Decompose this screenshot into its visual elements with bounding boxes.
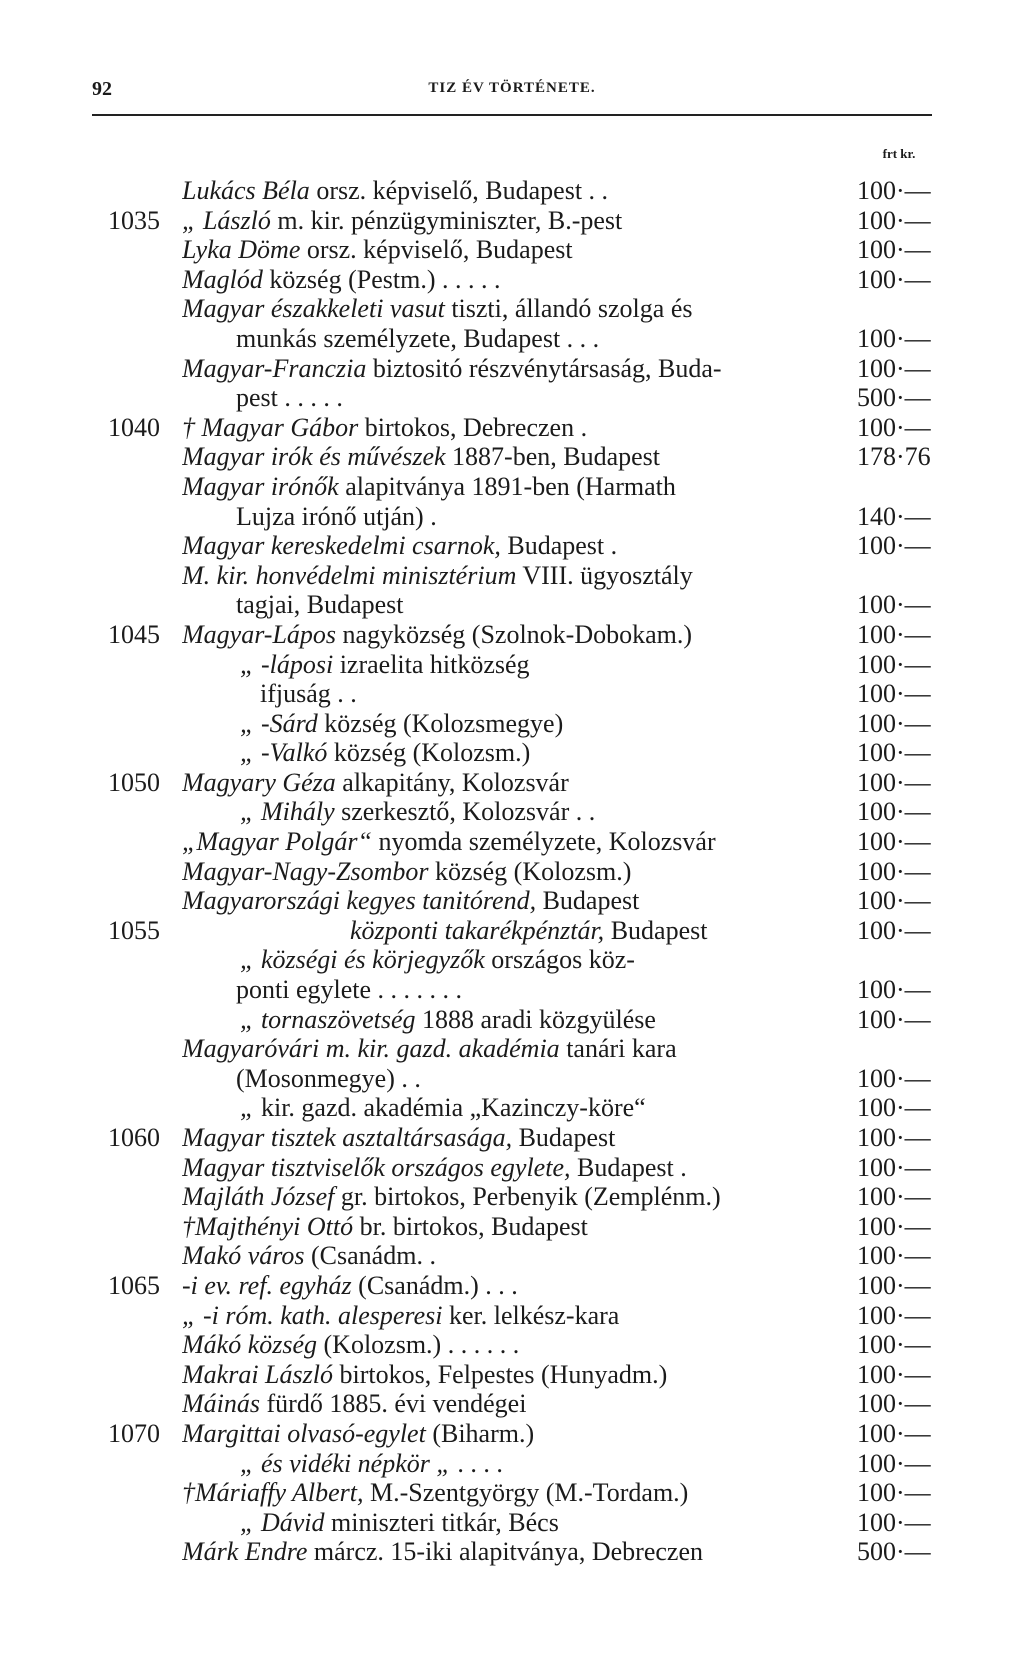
- entry-name: Mákó község: [182, 1330, 318, 1360]
- list-item: [0, 1537, 1024, 1567]
- entry-amount: 100·—: [857, 1359, 931, 1389]
- entry-text: [182, 1123, 839, 1153]
- entry-text: [240, 1093, 839, 1123]
- entry-description: (Csanádm. .: [304, 1241, 436, 1271]
- entry-amount: 100·—: [857, 1389, 931, 1419]
- list-item: [0, 1212, 1024, 1242]
- entry-amount: 100·—: [857, 176, 931, 205]
- entry-text: [182, 620, 839, 650]
- entry-description: (Mosonmegye) . .: [236, 1063, 421, 1093]
- entry-number: 1065: [108, 1270, 160, 1300]
- entry-number: 1055: [108, 915, 160, 945]
- list-item: [0, 294, 1024, 324]
- entry-description: község (Kolozsm.): [327, 738, 531, 768]
- entry-description: Budapest .: [570, 1152, 687, 1182]
- entry-name: Magyarországi kegyes tanitórend,: [182, 886, 537, 916]
- entry-description: . . . .: [450, 1448, 503, 1478]
- entry-text: [236, 502, 839, 532]
- entry-description: alkapitány, Kolozsvár: [335, 767, 569, 797]
- entry-name: „ -Valkó: [240, 738, 328, 768]
- entry-description: (Biharm.): [425, 1418, 535, 1448]
- entry-text: [236, 1064, 839, 1094]
- entry-description: Budapest .: [500, 531, 618, 561]
- list-item: [0, 1389, 1024, 1419]
- entry-text: [240, 709, 839, 739]
- list-item: [0, 561, 1024, 591]
- list-item: [0, 383, 1024, 413]
- entry-name: -i ev. ref. egyház: [182, 1270, 352, 1300]
- entry-amount: 100·—: [857, 679, 931, 709]
- entry-name: †Máriaffy Albert,: [182, 1478, 364, 1508]
- entry-description: munkás személyzete, Budapest . . .: [236, 323, 600, 353]
- entry-description: ker. lelkész-kara: [442, 1300, 620, 1330]
- entry-text: [182, 1537, 839, 1567]
- entry-name: M. kir. honvédelmi minisztérium: [182, 560, 517, 590]
- entry-description: gr. birtokos, Perbenyik (Zemplénm.): [334, 1182, 721, 1212]
- entry-name: Magyaróvári m. kir. gazd. akadémia: [182, 1034, 560, 1064]
- list-item: [0, 768, 1024, 798]
- list-item: [0, 975, 1024, 1005]
- entry-text: [182, 1301, 839, 1331]
- entry-name: Makó város: [182, 1241, 305, 1271]
- entry-text: [182, 354, 839, 384]
- entry-text: [240, 797, 839, 827]
- entry-text: [240, 945, 839, 975]
- entry-text: [350, 916, 839, 946]
- entry-text: [236, 324, 839, 354]
- entry-description: Budapest: [512, 1123, 616, 1152]
- entry-amount: 100·—: [857, 1300, 931, 1330]
- entry-description: fürdő 1885. évi vendégei: [260, 1389, 527, 1419]
- entry-text: [182, 1241, 839, 1271]
- entry-text: [240, 650, 839, 680]
- entry-amount: 100·—: [857, 412, 931, 442]
- entry-text: [182, 1478, 839, 1508]
- entry-name: Márk Endre: [182, 1537, 308, 1567]
- entry-amount: 500·—: [857, 1537, 931, 1567]
- entry-number: 1060: [108, 1123, 160, 1152]
- entry-description: nagyközség (Szolnok-Dobokam.): [336, 619, 693, 649]
- entry-name: Lyka Döme: [182, 235, 301, 265]
- entry-amount: 100·—: [857, 1004, 931, 1034]
- entry-amount: 100·—: [857, 353, 931, 383]
- entry-description: alapitványa 1891-ben (Harmath: [338, 471, 676, 501]
- list-item: [0, 442, 1024, 472]
- entry-description: pest . . . . .: [236, 383, 343, 413]
- entry-name: „ -i róm. kath. alesperesi: [182, 1300, 443, 1330]
- entry-amount: 100·—: [857, 619, 931, 649]
- list-item: [0, 1241, 1024, 1271]
- entry-amount: 100·—: [857, 649, 931, 679]
- entry-amount: 100·—: [857, 886, 931, 916]
- entry-text: [240, 1508, 839, 1538]
- entry-description: birtokos, Felpestes (Hunyadm.): [332, 1359, 668, 1389]
- entry-name: Magyary Géza: [182, 767, 336, 797]
- entry-amount: 100·—: [857, 1418, 931, 1448]
- list-item: [0, 738, 1024, 768]
- list-item: [0, 797, 1024, 827]
- entry-text: [182, 413, 839, 443]
- entry-text: [240, 1449, 839, 1479]
- list-item: [0, 1123, 1024, 1153]
- entry-text: [182, 561, 839, 591]
- entry-text: [182, 206, 839, 236]
- list-item: [0, 235, 1024, 265]
- running-header: [92, 78, 932, 116]
- entry-amount: 100·—: [857, 767, 931, 797]
- list-item: [0, 531, 1024, 561]
- entry-amount: 100·—: [857, 1507, 931, 1537]
- entry-name: „ tornaszövetség: [240, 1004, 416, 1034]
- entry-description: tagjai, Budapest: [236, 590, 404, 620]
- list-item: [0, 1153, 1024, 1183]
- list-item: [0, 620, 1024, 650]
- entry-description: tiszti, állandó szolga és: [444, 294, 693, 324]
- entry-description: (Csanádm.) . . .: [351, 1270, 518, 1300]
- entry-name: Magyar kereskedelmi csarnok,: [182, 531, 501, 561]
- entry-amount: 100·—: [857, 323, 931, 353]
- entry-number: 1050: [108, 767, 160, 797]
- entry-amount: 100·—: [857, 1270, 931, 1300]
- entry-amount: 100·—: [857, 797, 931, 827]
- entry-amount: 100·—: [857, 235, 931, 265]
- entry-amount: 100·—: [857, 1182, 931, 1212]
- entry-description: országos köz-: [484, 945, 635, 975]
- list-item: [0, 176, 1024, 206]
- entry-text: [182, 768, 839, 798]
- entry-amount: 100·—: [857, 1478, 931, 1508]
- entry-description: orsz. képviselő, Budapest . .: [309, 176, 609, 205]
- list-item: [0, 1449, 1024, 1479]
- entry-description: 1888 aradi közgyülése: [415, 1004, 656, 1034]
- entry-amount: 100·—: [857, 915, 931, 945]
- donor-list: [0, 176, 1024, 1567]
- entry-description: miniszteri titkár, Bécs: [324, 1507, 559, 1537]
- entry-text: [182, 176, 839, 206]
- entry-text: [236, 975, 839, 1005]
- list-item: [0, 916, 1024, 946]
- entry-description: m. kir. pénzügyminiszter, B.-pest: [270, 205, 623, 235]
- entry-name: Máinás: [182, 1389, 260, 1419]
- entry-text: [182, 531, 839, 561]
- entry-name: „ -Sárd: [240, 708, 318, 738]
- entry-name: „ Mihály: [240, 797, 335, 827]
- entry-name: Magyar irónők: [182, 471, 339, 501]
- entry-description: (Kolozsm.) . . . . . .: [317, 1330, 520, 1360]
- list-item: [0, 1093, 1024, 1123]
- entry-name: Magyar tisztek asztaltársasága,: [182, 1123, 513, 1152]
- list-item: [0, 354, 1024, 384]
- entry-text: [182, 235, 839, 265]
- entry-text: [236, 383, 839, 413]
- entry-name: Magyar tisztviselők országos egylete,: [182, 1152, 571, 1182]
- entry-name: Maglód: [182, 264, 263, 294]
- list-item: [0, 1330, 1024, 1360]
- entry-amount: 100·—: [857, 738, 931, 768]
- list-item: [0, 1478, 1024, 1508]
- list-item: [0, 945, 1024, 975]
- entry-description: tanári kara: [559, 1034, 677, 1064]
- list-item: [0, 857, 1024, 887]
- entry-description: szerkesztő, Kolozsvár . .: [334, 797, 596, 827]
- entry-description: ifjuság . .: [260, 679, 357, 709]
- entry-description: br. birtokos, Budapest: [353, 1211, 588, 1241]
- entry-amount: 100·—: [857, 1211, 931, 1241]
- list-item: [0, 502, 1024, 532]
- entry-amount: 100·—: [857, 1123, 931, 1152]
- entry-text: [182, 1271, 839, 1301]
- entry-amount: 100·—: [857, 1330, 931, 1360]
- entry-number: 1035: [108, 205, 160, 235]
- entry-description: kir. gazd. akadémia „Kazinczy-köre“: [254, 1093, 646, 1123]
- entry-amount: 100·—: [857, 1063, 931, 1093]
- entry-description: 1887-ben, Budapest: [445, 442, 660, 472]
- list-item: [0, 827, 1024, 857]
- entry-text: [260, 679, 839, 709]
- entry-amount: 100·—: [857, 1152, 931, 1182]
- entry-name: „ Dávid: [240, 1507, 325, 1537]
- entry-description: Budapest: [604, 915, 708, 945]
- entry-amount: 100·—: [857, 1093, 931, 1123]
- entry-text: [182, 1182, 839, 1212]
- list-item: [0, 1271, 1024, 1301]
- entry-text: [182, 472, 839, 502]
- running-title: TIZ ÉV TÖRTÉNETE.: [428, 80, 596, 96]
- entry-amount: 100·—: [857, 1241, 931, 1271]
- entry-text: [236, 590, 839, 620]
- list-item: [0, 1005, 1024, 1035]
- entry-text: [182, 265, 839, 295]
- entry-amount: 100·—: [857, 1448, 931, 1478]
- entry-description: orsz. képviselő, Budapest: [300, 235, 573, 265]
- entry-amount: 100·—: [857, 975, 931, 1005]
- entry-text: [182, 1389, 839, 1419]
- entry-name: központi takarékpénztár,: [350, 915, 605, 945]
- entry-text: [182, 1153, 839, 1183]
- entry-amount: 100·—: [857, 856, 931, 886]
- entry-name: Magyar északkeleti vasut: [182, 294, 445, 324]
- entry-text: [182, 442, 839, 472]
- entry-text: [182, 294, 839, 324]
- entry-description: M.-Szentgyörgy (M.-Tordam.): [363, 1478, 689, 1508]
- entry-description: ponti egylete . . . . . . .: [236, 975, 463, 1005]
- entry-name: Makrai László: [182, 1359, 333, 1389]
- entry-number: 1045: [108, 619, 160, 649]
- entry-name: „ László: [182, 205, 271, 235]
- entry-text: [182, 827, 839, 857]
- entry-description: község (Pestm.) . . . . .: [262, 264, 501, 294]
- entry-name: † Magyar Gábor: [182, 412, 359, 442]
- list-item: [0, 1360, 1024, 1390]
- list-item: [0, 1034, 1024, 1064]
- entry-name: Magyar irók és művészek: [182, 442, 446, 472]
- entry-name: Magyar-Nagy-Zsombor: [182, 856, 429, 886]
- list-item: [0, 1064, 1024, 1094]
- entry-name: †Majthényi Ottó: [182, 1211, 354, 1241]
- entry-description: község (Kolozsmegye): [317, 708, 564, 738]
- entry-description: nyomda személyzete, Kolozsvár: [371, 827, 716, 857]
- entry-name: „ -láposi: [240, 649, 334, 679]
- entry-amount: 100·—: [857, 531, 931, 561]
- entry-name: Magyar-Franczia: [182, 353, 367, 383]
- entry-name: Lukács Béla: [182, 176, 310, 205]
- entry-text: [240, 1005, 839, 1035]
- entry-description: község (Kolozsm.): [428, 856, 632, 886]
- entry-text: [182, 1330, 839, 1360]
- entry-amount: 100·—: [857, 205, 931, 235]
- entry-description: VIII. ügyosztály: [516, 560, 693, 590]
- entry-amount: 140·—: [857, 501, 931, 531]
- entry-description: biztositó részvénytársaság, Buda-: [366, 353, 722, 383]
- entry-text: [182, 1034, 839, 1064]
- entry-text: [182, 857, 839, 887]
- entry-name: Majláth József: [182, 1182, 335, 1212]
- page-number: 92: [92, 78, 112, 100]
- entry-description: márcz. 15-iki alapitványa, Debreczen: [307, 1537, 703, 1567]
- entry-description: Budapest: [536, 886, 640, 916]
- entry-text: [182, 1360, 839, 1390]
- list-item: [0, 709, 1024, 739]
- entry-text: [182, 1419, 839, 1449]
- entry-name: „ községi és körjegyzők: [240, 945, 485, 975]
- entry-amount: 500·—: [857, 383, 931, 413]
- amount-column-header: frt kr.: [882, 146, 916, 161]
- list-item: [0, 1419, 1024, 1449]
- entry-name: Magyar-Lápos: [182, 619, 337, 649]
- list-item: [0, 590, 1024, 620]
- entry-name: „: [240, 1093, 255, 1123]
- entry-amount: 178·76: [857, 442, 931, 472]
- entry-description: izraelita hitközség: [333, 649, 530, 679]
- list-item: [0, 206, 1024, 236]
- list-item: [0, 1508, 1024, 1538]
- list-item: [0, 413, 1024, 443]
- entry-name: „ és vidéki népkör „: [240, 1448, 451, 1478]
- entry-name: Margittai olvasó-egylet: [182, 1418, 426, 1448]
- list-item: [0, 1182, 1024, 1212]
- list-item: [0, 679, 1024, 709]
- entry-amount: 100·—: [857, 264, 931, 294]
- entry-amount: 100·—: [857, 827, 931, 857]
- entry-number: 1070: [108, 1418, 160, 1448]
- list-item: [0, 472, 1024, 502]
- entry-amount: 100·—: [857, 708, 931, 738]
- entry-description: Lujza irónő utján) .: [236, 501, 437, 531]
- entry-amount: 100·—: [857, 590, 931, 620]
- list-item: [0, 1301, 1024, 1331]
- entry-text: [240, 738, 839, 768]
- list-item: [0, 265, 1024, 295]
- list-item: [0, 886, 1024, 916]
- list-item: [0, 650, 1024, 680]
- list-item: [0, 324, 1024, 354]
- entry-text: [182, 886, 839, 916]
- entry-name: „Magyar Polgár“: [182, 827, 372, 857]
- entry-number: 1040: [108, 412, 160, 442]
- entry-description: birtokos, Debreczen .: [358, 412, 588, 442]
- entry-text: [182, 1212, 839, 1242]
